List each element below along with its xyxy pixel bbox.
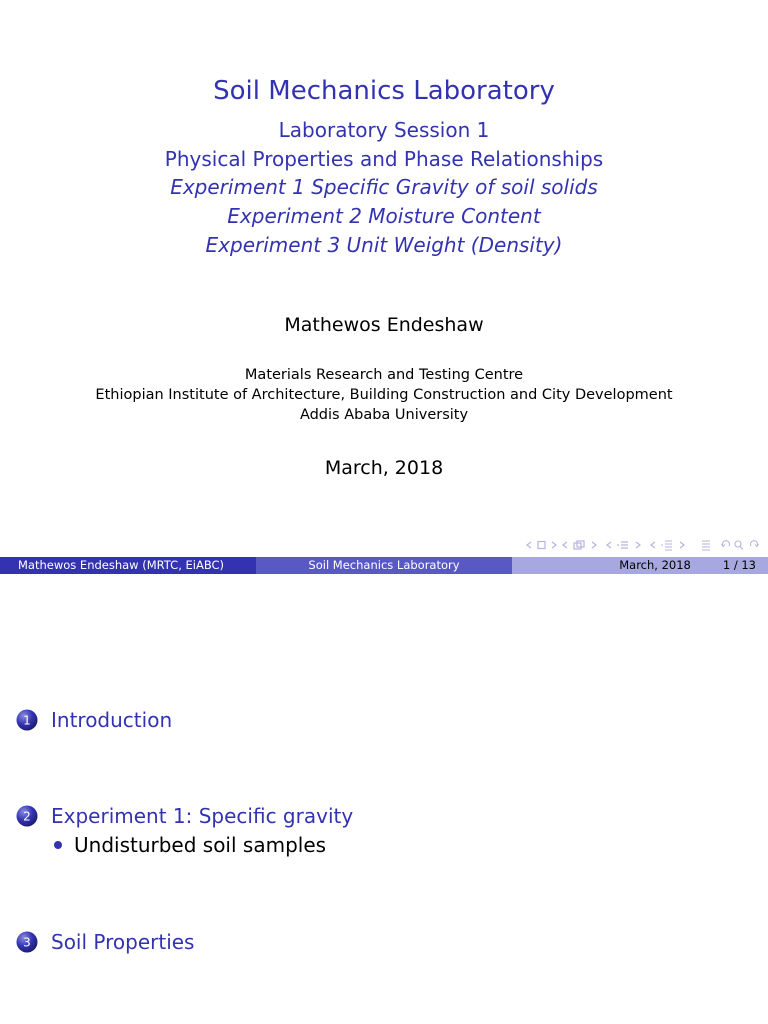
footer-title: Soil Mechanics Laboratory — [256, 557, 512, 574]
section-number-ball-icon — [16, 931, 38, 953]
section-number-ball-icon — [16, 805, 38, 827]
footline — [0, 557, 768, 574]
section-item-specific-gravity[interactable] — [16, 803, 353, 829]
footer-page-number: 1 / 13 — [722, 558, 756, 572]
svg-text:2: 2 — [23, 809, 31, 824]
institute-line-3: Addis Ababa University — [299, 407, 469, 423]
frame-nav-icon[interactable] — [526, 539, 562, 551]
experiment-3-line: Experiment 3 Unit Weight (Density) — [205, 233, 563, 257]
section-label: Soil Properties — [51, 930, 195, 954]
outline-slide — [0, 576, 768, 1024]
footer-right — [512, 557, 768, 574]
presentation-nav-icon[interactable] — [650, 539, 694, 551]
presentation-title: Soil Mechanics Laboratory — [213, 76, 555, 106]
session-line: Laboratory Session 1 — [278, 118, 490, 142]
svg-text:3: 3 — [23, 935, 31, 950]
toc-icon[interactable] — [694, 539, 720, 551]
institute-line-2: Ethiopian Institute of Architecture, Building Construction and City Development — [95, 387, 673, 403]
footer-author: Mathewos Endeshaw (MRTC, EiABC) — [0, 557, 256, 574]
subsection-label: Undisturbed soil samples — [74, 833, 327, 857]
section-item-soil-properties[interactable] — [16, 929, 194, 955]
experiment-2-line: Experiment 2 Moisture Content — [227, 204, 541, 228]
section-label: Introduction — [51, 708, 173, 732]
topic-line: Physical Properties and Phase Relationships — [164, 147, 604, 171]
section-label: Experiment 1: Specific gravity — [51, 804, 354, 828]
footer-date: March, 2018 — [619, 558, 691, 572]
section-item-introduction[interactable] — [16, 707, 172, 733]
bullet-icon — [54, 841, 62, 849]
institute-line-1: Materials Research and Testing Centre — [244, 367, 524, 383]
section-nav-icon[interactable] — [606, 539, 650, 551]
svg-text:1: 1 — [23, 713, 31, 728]
presentation-date: March, 2018 — [324, 457, 444, 479]
subsection-item-undisturbed-samples[interactable] — [54, 832, 326, 858]
author-name: Mathewos Endeshaw — [284, 314, 484, 336]
navigation-symbols — [526, 538, 760, 552]
search-back-forward-icon[interactable] — [720, 539, 760, 551]
experiment-1-line: Experiment 1 Specific Gravity of soil solids — [170, 175, 598, 199]
section-number-ball-icon — [16, 709, 38, 731]
subsection-nav-icon[interactable] — [562, 539, 606, 551]
